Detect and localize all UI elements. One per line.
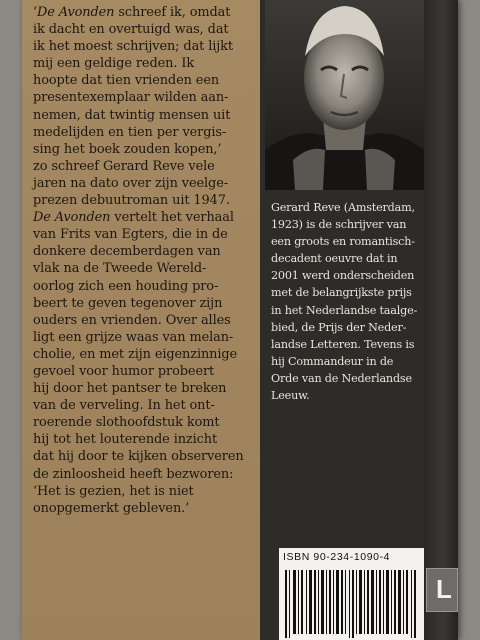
portrait-illustration: [265, 0, 424, 190]
isbn-number: ISBN 90-234-1090-4: [283, 551, 391, 563]
blurb-bottom: vertelt het verhaal van Frits van Egters, die in de donkere decemberdagen van vlak na de Tweede Wereld- oorlog zich een houding pro- beert te geven tegenover zijn ouders en vrienden. Over alles ligt een grijze waas van melan- cholie, en met zijn eigenzinnige gevoel voor humor probeert hij door het pantser te breken van de verveling. In het ont- roerende slothoofdstuk komt hij tot het louterende inzicht dat hij door te kijken observeren de zinloosheid heeft bezworen: ‘Het is gezien, het is niet onopgemerkt gebleven.’: [33, 210, 244, 516]
publisher-logo-letter: L: [436, 574, 452, 604]
book-title: De Avonden: [33, 210, 111, 226]
book-spine: [424, 0, 458, 640]
barcode-graphic: [285, 570, 419, 638]
author-bio: Gerard Reve (Amsterdam, 1923) is de schrijver van een groots en romantisch- decadent oeuvre dat in 2001 werd onderscheiden met de belangrijkste prijs in het Nederlandse taalge- bied, de Prijs der Neder- landse Letteren. Tevens is hij Commandeur in de Orde van de Nederlandse Leeuw.: [271, 201, 418, 403]
author-portrait: [265, 0, 424, 190]
quote-title: De Avonden: [37, 5, 115, 20]
barcode-label: [279, 548, 424, 640]
blurb-top: schreef ik, omdat ik dacht en overtuigd was, dat ik het moest schrijven; dat lijkt mij een geldige reden. Ik hoopte dat tien vrienden een presentexemplaar wilden aan- nemen, dat twintig mensen uit medelijden en tien per vergis- sing het boek zouden kopen,’ zo schreef Gerard Reve vele jaren na dato over zijn veelge- prezen debuutroman uit 1947.: [33, 5, 233, 209]
blurb-text: ‘De Avonden schreef ik, omdat ik dacht en overtuigd was, dat ik het moest schrijven; dat lijkt mij een geldige reden. Ik hoopte dat tien vrienden een presentexemplaar wilden aan- nemen, dat twintig mensen uit medelijden en tien per vergis- sing het boek zouden kopen,’ zo schreef Gerard Reve vele jaren na dato over zijn veelge- prezen debuutroman uit 1947. De Avonden vertelt het verhaal van Frits van Egters, die in de donkere decemberdagen van vlak na de Tweede Wereld- oorlog zich een houding pro- beert te geven tegenover zijn ouders en vrienden. Over alles ligt een grijze waas van melan- cholie, en met zijn eigenzinnige gevoel voor humor probeert hij door het pantser te breken van de verveling. In het ont- roerende slothoofdstuk komt hij tot het louterende inzicht dat hij door te kijken observeren de zinloosheid heeft bezworen: ‘Het is gezien, het is niet onopgemerkt gebleven.’: [33, 5, 244, 516]
publisher-logo: [426, 568, 458, 612]
